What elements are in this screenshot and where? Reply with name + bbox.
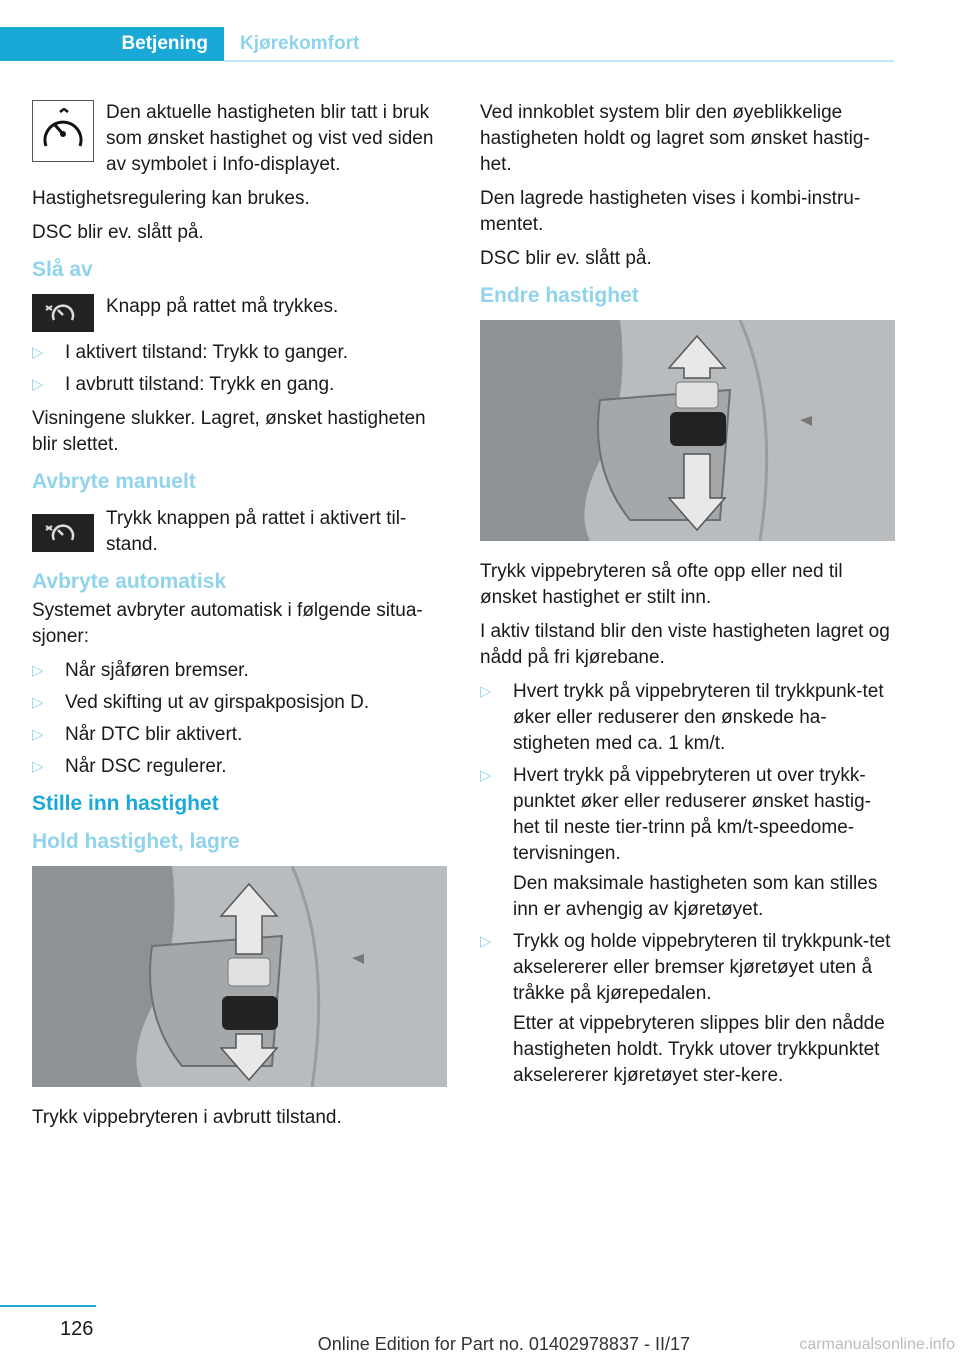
off-icon-row xyxy=(32,294,447,332)
steering-rocker-photo xyxy=(480,320,895,541)
list-item: ▷ Ved skifting ut av girspakposisjon D. xyxy=(32,690,447,716)
list-subtext: Etter at vippebryteren slippes blir den nådde hastigheten holdt. Trykk utover trykkpunktet akselererer kjøretøyet ster-kere. xyxy=(513,1013,885,1086)
list-item: ▷ Når DTC blir aktivert. xyxy=(32,722,447,748)
steering-button-icon xyxy=(32,294,94,332)
paragraph: Hastighetsregulering kan brukes. xyxy=(32,188,310,209)
list-item: ▷ Hvert trykk på vippebryteren ut over trykk-punktet øker eller reduserer ønsket hastig-het til neste tier-trinn på km/t-speedome-tervisningen. Den maksimale hastigheten som kan stilles inn er avhengig av kjøretøyet. xyxy=(480,763,895,923)
list-subtext: Den maksimale hastigheten som kan stilles inn er avhengig av kjøretøyet. xyxy=(513,873,878,920)
paragraph: Systemet avbryter automatisk i følgende situa-sjoner: xyxy=(32,600,423,647)
bullet-icon: ▷ xyxy=(480,767,492,784)
paragraph: I aktiv tilstand blir den viste hastigheten lagret og nådd på fri kjørebane. xyxy=(480,621,890,668)
cruise-text: Den aktuelle hastigheten blir tatt i bruk som ønsket hastighet og vist ved siden av symbolet i Info-displayet. xyxy=(106,102,434,175)
bullet-icon: ▷ xyxy=(32,376,44,393)
heading-change-speed: Endre hastighet xyxy=(480,284,639,307)
paragraph: Ved innkoblet system blir den øyeblikkelige hastigheten holdt og lagret som ønsket hastig-het. xyxy=(480,102,870,175)
bullet-icon: ▷ xyxy=(480,683,492,700)
watermark: carmanualsonline.info xyxy=(799,1336,955,1353)
list-item: ▷ I aktivert tilstand: Trykk to ganger. xyxy=(32,340,447,366)
steering-rocker-photo xyxy=(32,866,447,1087)
list-item: ▷ Når sjåføren bremser. xyxy=(32,658,447,684)
header-subsection: Kjørekomfort xyxy=(240,33,360,54)
right-column xyxy=(480,100,895,1097)
heading-off: Slå av xyxy=(32,258,93,281)
off-icon-text: Knapp på rattet må trykkes. xyxy=(106,296,339,317)
heading-manual: Avbryte manuelt xyxy=(32,470,196,493)
heading-set-speed: Stille inn hastighet xyxy=(32,792,219,815)
heading-hold: Hold hastighet, lagre xyxy=(32,830,240,853)
paragraph: DSC blir ev. slått på. xyxy=(480,248,652,269)
list-item: ▷ Hvert trykk på vippebryteren til trykkpunk-tet øker eller reduserer den ønskede ha-stigheten med ca. 1 km/t. xyxy=(480,681,884,754)
bullet-icon: ▷ xyxy=(32,694,44,711)
paragraph: Den lagrede hastigheten vises i kombi-instru-mentet. xyxy=(480,188,861,235)
list-item: ▷ I avbrutt tilstand: Trykk en gang. xyxy=(32,372,447,398)
manual-icon-text: Trykk knappen på rattet i aktivert til-stand. xyxy=(106,508,407,555)
page-number-rule xyxy=(0,1305,96,1307)
hold-caption: Trykk vippebryteren i avbrutt tilstand. xyxy=(32,1107,342,1128)
edition-note: Online Edition for Part no. 01402978837 - II/17 xyxy=(317,1334,690,1354)
change-caption: Trykk vippebryteren så ofte opp eller ned til ønsket hastighet er stilt inn. xyxy=(480,561,843,608)
left-column xyxy=(32,100,447,1139)
bullet-icon: ▷ xyxy=(480,933,492,950)
paragraph: Visningene slukker. Lagret, ønsket hastigheten blir slettet. xyxy=(32,408,426,455)
bullet-icon: ▷ xyxy=(32,662,44,679)
auto-list xyxy=(32,658,447,780)
header-rule xyxy=(224,60,894,62)
steering-button-icon xyxy=(32,514,94,552)
bullet-icon: ▷ xyxy=(32,344,44,361)
cruise-icon-row xyxy=(32,100,447,178)
heading-auto: Avbryte automatisk xyxy=(32,570,227,593)
header-section: Betjening xyxy=(121,33,208,54)
off-list xyxy=(32,340,447,398)
list-item: ▷ Trykk og holde vippebryteren til trykkpunk-tet akselererer eller bremser kjøretøyet uten å tråkke på kjørepedalen. Etter at vippebryteren slippes blir den nådde hastigheten holdt. Trykk utover trykkpunktet akselererer kjøretøyet ster-kere. xyxy=(480,929,895,1089)
bullet-icon: ▷ xyxy=(32,758,44,775)
list-item: ▷ Når DSC regulerer. xyxy=(32,754,447,780)
page-number: 126 xyxy=(60,1318,94,1340)
bullet-icon: ▷ xyxy=(32,726,44,743)
cruise-control-icon xyxy=(32,100,94,162)
manual-icon-row xyxy=(32,506,447,558)
change-list xyxy=(480,679,895,1089)
paragraph: DSC blir ev. slått på. xyxy=(32,222,204,243)
